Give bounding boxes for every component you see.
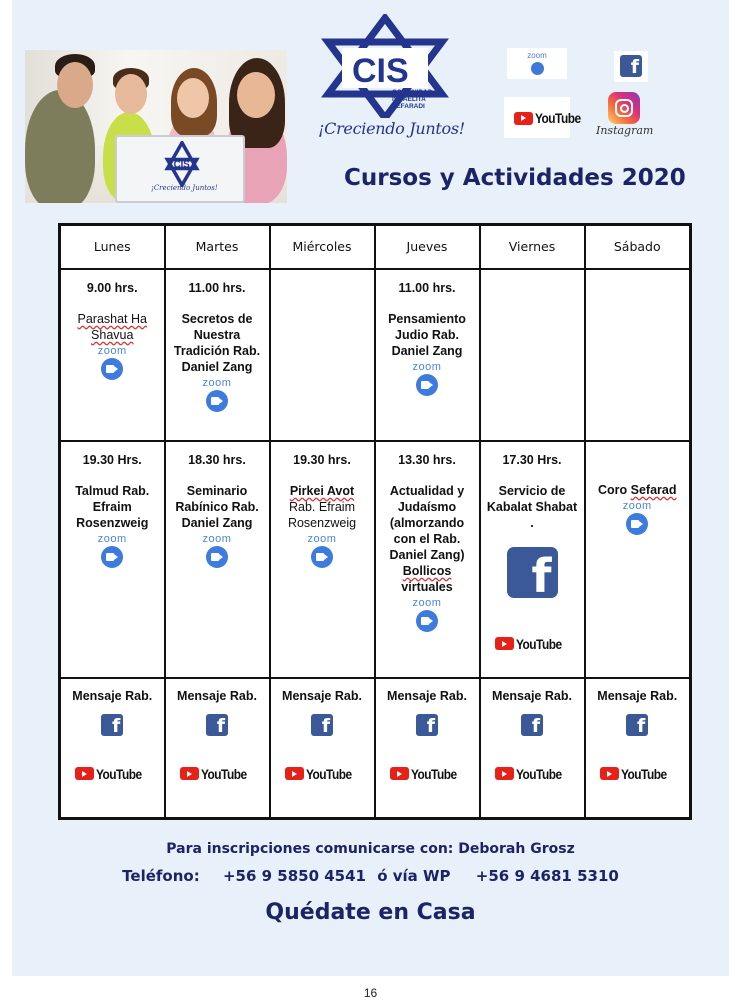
youtube-logo: YouTube	[514, 110, 589, 126]
phone-line: Teléfono: +56 9 5850 4541 ó vía WP +56 9 4681 5310	[122, 867, 619, 885]
zoom-icon	[531, 62, 544, 75]
zoom-icon	[206, 546, 228, 568]
svg-text:SEFARADI: SEFARADI	[392, 103, 425, 110]
zoom-link[interactable]: zoom	[607, 500, 667, 535]
youtube-play-icon	[285, 767, 304, 780]
schedule-table	[58, 223, 692, 820]
cis-star-logo-small	[147, 141, 217, 187]
facebook-icon: f	[620, 55, 642, 77]
day-header: Sábado	[585, 225, 691, 269]
schedule-cell: 19.30 Hrs. Talmud Rab. Efraim Rosenzweig zoom	[60, 441, 165, 678]
schedule-cell: Mensaje Rab. f YouTube	[585, 678, 691, 819]
zoom-icon	[626, 513, 648, 535]
schedule-cell	[585, 269, 691, 441]
schedule-cell: Mensaje Rab. f YouTube	[270, 678, 375, 819]
logo-tagline: ¡Creciendo Juntos!	[318, 119, 465, 138]
youtube-play-icon	[75, 767, 94, 780]
schedule-cell: Mensaje Rab. f YouTube	[480, 678, 585, 819]
schedule-cell	[480, 269, 585, 441]
svg-text:COMUNIDAD: COMUNIDAD	[392, 89, 433, 96]
facebook-icon[interactable]: f	[206, 714, 228, 736]
day-header: Viernes	[480, 225, 585, 269]
instagram-label: Instagram	[596, 124, 654, 137]
youtube-logo[interactable]: YouTube	[285, 766, 360, 782]
youtube-logo[interactable]: YouTube	[495, 636, 570, 652]
svg-text:ISRAELITA: ISRAELITA	[392, 96, 426, 103]
youtube-logo[interactable]: YouTube	[600, 766, 675, 782]
facebook-icon[interactable]: f	[101, 714, 123, 736]
schedule-cell: 17.30 Hrs. Servicio de Kabalat Shabat . f YouTube	[480, 441, 585, 678]
youtube-play-icon	[495, 637, 514, 650]
schedule-cell: Mensaje Rab. f YouTube	[165, 678, 270, 819]
zoom-icon	[311, 546, 333, 568]
schedule-cell	[270, 269, 375, 441]
day-header: Lunes	[60, 225, 165, 269]
svg-text:CIS: CIS	[352, 52, 409, 90]
page-number: 16	[363, 986, 378, 1000]
schedule-cell: 9.00 hrs. Parashat Ha Shavua zoom	[60, 269, 165, 441]
zoom-icon	[416, 374, 438, 396]
facebook-icon[interactable]: f	[507, 547, 558, 598]
family-laptop-photo	[25, 50, 287, 203]
facebook-icon[interactable]: f	[311, 714, 333, 736]
youtube-logo[interactable]: YouTube	[75, 766, 150, 782]
youtube-play-icon	[390, 767, 409, 780]
laptop: CIS ¡Creciendo Juntos!	[115, 135, 245, 203]
schedule-cell: Coro Sefarad zoom	[585, 441, 691, 678]
youtube-play-icon	[600, 767, 619, 780]
zoom-icon	[206, 390, 228, 412]
instagram-icon[interactable]	[608, 92, 640, 124]
zoom-link[interactable]: zoom	[397, 361, 457, 396]
day-header: Martes	[165, 225, 270, 269]
zoom-link[interactable]: zoom	[187, 377, 247, 412]
youtube-play-icon	[180, 767, 199, 780]
zoom-link[interactable]: zoom	[187, 533, 247, 568]
schedule-cell: 11.00 hrs. Pensamiento Judio Rab. Daniel Zang zoom	[375, 269, 480, 441]
youtube-logo[interactable]: YouTube	[495, 766, 570, 782]
schedule-cell: 11.00 hrs. Secretos de Nuestra Tradición Rab. Daniel Zang zoom	[165, 269, 270, 441]
zoom-icon	[416, 610, 438, 632]
contact-line: Para inscripciones comunicarse con: Deborah Grosz	[166, 841, 575, 857]
facebook-icon[interactable]: f	[416, 714, 438, 736]
zoom-link[interactable]: zoom	[292, 533, 352, 568]
cis-star-logo	[318, 14, 452, 118]
zoom-link[interactable]: zoom	[82, 533, 142, 568]
zoom-icon	[101, 358, 123, 380]
schedule-cell: 13.30 hrs. Actualidad y Judaísmo (almorzando con el Rab. Daniel Zang) Bollicos virtuales zoom	[375, 441, 480, 678]
closing-slogan: Quédate en Casa	[265, 900, 476, 925]
youtube-logo[interactable]: YouTube	[180, 766, 255, 782]
schedule-cell: Mensaje Rab. f YouTube	[60, 678, 165, 819]
facebook-icon[interactable]: f	[626, 714, 648, 736]
youtube-play-icon	[495, 767, 514, 780]
zoom-link[interactable]: zoom	[397, 597, 457, 632]
facebook-badge[interactable]	[614, 51, 648, 82]
schedule-cell: Mensaje Rab. f YouTube	[375, 678, 480, 819]
youtube-badge[interactable]	[504, 97, 581, 138]
youtube-logo[interactable]: YouTube	[390, 766, 465, 782]
facebook-icon[interactable]: f	[521, 714, 543, 736]
zoom-link[interactable]: zoom	[82, 345, 142, 380]
day-header: Jueves	[375, 225, 480, 269]
svg-text:CIS: CIS	[173, 159, 190, 171]
youtube-play-icon	[514, 112, 533, 125]
day-header: Miércoles	[270, 225, 375, 269]
zoom-icon	[101, 546, 123, 568]
schedule-cell: 19.30 hrs. Pirkei Avot Rab. Efraim Rosenzweig zoom	[270, 441, 375, 678]
page-title: Cursos y Actividades 2020	[344, 165, 686, 191]
zoom-badge[interactable]: zoom	[507, 48, 567, 79]
schedule-cell: 18.30 hrs. Seminario Rabínico Rab. Daniel Zang zoom	[165, 441, 270, 678]
